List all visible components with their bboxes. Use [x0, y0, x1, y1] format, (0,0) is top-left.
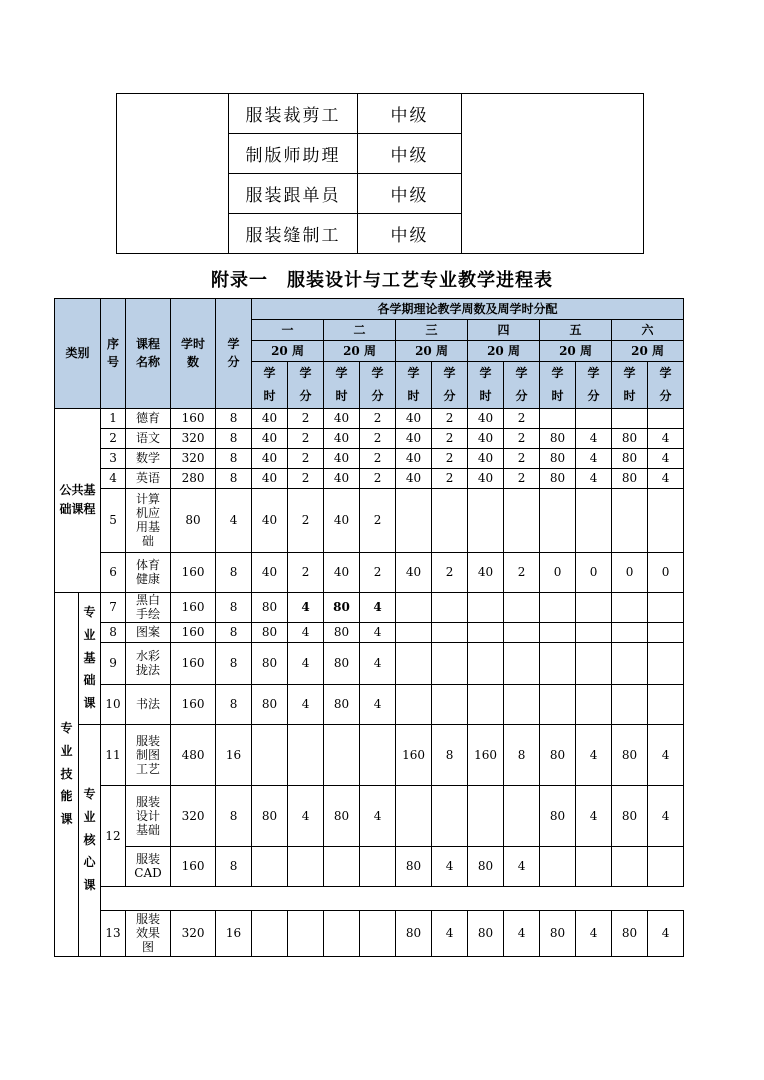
- semester-hours: 40: [324, 468, 360, 488]
- weeks-label: 20 周: [252, 341, 324, 362]
- semester-hours: [252, 724, 288, 785]
- job-title: 服装缝制工: [229, 214, 358, 254]
- semester-credits: 8: [432, 724, 468, 785]
- semester-credits: 4: [504, 910, 540, 956]
- table-row: [55, 846, 684, 886]
- semester-credits: [288, 846, 324, 886]
- course-credits: 8: [216, 684, 252, 724]
- semester-credits: 8: [504, 724, 540, 785]
- job-level: 中级: [358, 94, 462, 134]
- table-row: [55, 684, 684, 724]
- course-seq: 8: [101, 622, 126, 642]
- semester-credits: [504, 592, 540, 622]
- semester-credits: 0: [648, 552, 684, 592]
- semester-credits: 2: [504, 468, 540, 488]
- table-row: [55, 592, 684, 622]
- semester-hours: 80: [612, 785, 648, 846]
- table-row: [55, 448, 684, 468]
- course-name: 体育健康: [126, 552, 171, 592]
- semester-credits: 2: [360, 408, 396, 428]
- course-credits: 8: [216, 468, 252, 488]
- course-seq: 1: [101, 408, 126, 428]
- semester-credits: 2: [432, 448, 468, 468]
- weeks-label: 20 周: [612, 341, 684, 362]
- semester-credits: [576, 684, 612, 724]
- semester-hours: 40: [468, 468, 504, 488]
- course-seq: 12: [101, 785, 126, 886]
- semester-hours: 80: [468, 910, 504, 956]
- semester-hours: [612, 592, 648, 622]
- sub-hour: 学时: [468, 362, 504, 409]
- course-hours: 160: [171, 592, 216, 622]
- semester-credits: [648, 846, 684, 886]
- semester-credits: [648, 488, 684, 552]
- semester-hours: [540, 488, 576, 552]
- semester-credits: 4: [360, 785, 396, 846]
- course-credits: 8: [216, 785, 252, 846]
- course-credits: 16: [216, 724, 252, 785]
- semester-hours: [540, 592, 576, 622]
- semester-hours: [612, 622, 648, 642]
- sub-credit: 学分: [432, 362, 468, 409]
- semester-credits: 4: [648, 785, 684, 846]
- job-title: 服装跟单员: [229, 174, 358, 214]
- semester-hours: [540, 684, 576, 724]
- course-name: 语文: [126, 428, 171, 448]
- semester-hours: 40: [468, 448, 504, 468]
- semester-hours: 80: [612, 468, 648, 488]
- semester-credits: 4: [288, 785, 324, 846]
- course-hours: 160: [171, 622, 216, 642]
- semester-credits: [576, 408, 612, 428]
- semester-hours: 40: [252, 468, 288, 488]
- semester-hours: [252, 910, 288, 956]
- semester-credits: [576, 622, 612, 642]
- semester-hours: [396, 785, 432, 846]
- semester-credits: [648, 622, 684, 642]
- semester-hours: [468, 622, 504, 642]
- semester-hours: [324, 910, 360, 956]
- sub-hour: 学时: [396, 362, 432, 409]
- course-credits: 8: [216, 428, 252, 448]
- semester-hours: [612, 642, 648, 684]
- semester-hours: 80: [252, 592, 288, 622]
- course-credits: 16: [216, 910, 252, 956]
- job-level: 中级: [358, 134, 462, 174]
- semester-hours: 80: [612, 428, 648, 448]
- course-hours: 160: [171, 684, 216, 724]
- semester-credits: [504, 684, 540, 724]
- course-name: 服装效果图: [126, 910, 171, 956]
- semester-credits: [648, 642, 684, 684]
- semester-hours: 40: [468, 408, 504, 428]
- semester-hours: 40: [396, 448, 432, 468]
- course-name: 黑白手绘: [126, 592, 171, 622]
- semester-hours: 40: [252, 408, 288, 428]
- table-row: [55, 488, 684, 552]
- semester-credits: [432, 684, 468, 724]
- semester-hours: [540, 846, 576, 886]
- semester-label: 三: [396, 320, 468, 341]
- table-row: [55, 408, 684, 428]
- semester-hours: 40: [324, 448, 360, 468]
- semester-credits: 4: [576, 448, 612, 468]
- semester-hours: 0: [540, 552, 576, 592]
- course-hours: 320: [171, 448, 216, 468]
- course-hours: 320: [171, 785, 216, 846]
- semester-hours: [468, 488, 504, 552]
- semester-credits: 4: [576, 785, 612, 846]
- semester-credits: 2: [504, 552, 540, 592]
- semester-credits: 4: [576, 468, 612, 488]
- semester-hours: [612, 684, 648, 724]
- table-row: [55, 724, 684, 785]
- semester-hours: 80: [252, 622, 288, 642]
- semester-credits: 4: [360, 592, 396, 622]
- semester-hours: 80: [324, 684, 360, 724]
- semester-credits: 2: [288, 448, 324, 468]
- semester-hours: 80: [252, 642, 288, 684]
- semester-credits: 2: [288, 488, 324, 552]
- semester-hours: [396, 684, 432, 724]
- semester-credits: [648, 684, 684, 724]
- semester-hours: 160: [468, 724, 504, 785]
- table-row: [55, 785, 684, 846]
- header-course-name: 课程名称: [126, 299, 171, 409]
- course-hours: 160: [171, 642, 216, 684]
- weeks-label: 20 周: [396, 341, 468, 362]
- semester-hours: 40: [252, 488, 288, 552]
- course-hours: 160: [171, 552, 216, 592]
- course-name: 服装制图工艺: [126, 724, 171, 785]
- header-hours: 学时数: [171, 299, 216, 409]
- semester-hours: 80: [612, 724, 648, 785]
- course-name: 英语: [126, 468, 171, 488]
- job-level: 中级: [358, 174, 462, 214]
- semester-credits: [288, 910, 324, 956]
- semester-hours: [540, 408, 576, 428]
- sub-hour: 学时: [612, 362, 648, 409]
- sub-credit: 学分: [360, 362, 396, 409]
- semester-hours: 40: [396, 552, 432, 592]
- semester-label: 六: [612, 320, 684, 341]
- table-row: [55, 428, 684, 448]
- semester-credits: 4: [648, 428, 684, 448]
- semester-hours: [612, 846, 648, 886]
- semester-credits: 4: [360, 684, 396, 724]
- semester-hours: 80: [324, 785, 360, 846]
- semester-hours: 80: [612, 910, 648, 956]
- semester-credits: [432, 488, 468, 552]
- semester-credits: 2: [432, 552, 468, 592]
- semester-credits: [648, 408, 684, 428]
- schedule-table: [54, 298, 684, 957]
- table-row: [55, 552, 684, 592]
- semester-credits: [576, 592, 612, 622]
- course-name: 计算机应用基础: [126, 488, 171, 552]
- semester-hours: 0: [612, 552, 648, 592]
- course-seq: 9: [101, 642, 126, 684]
- semester-credits: 2: [504, 448, 540, 468]
- course-credits: 8: [216, 592, 252, 622]
- semester-hours: 80: [540, 428, 576, 448]
- course-credits: 8: [216, 408, 252, 428]
- table-row: [55, 642, 684, 684]
- course-name: 服装设计基础: [126, 785, 171, 846]
- course-name: 数学: [126, 448, 171, 468]
- semester-hours: 40: [468, 428, 504, 448]
- semester-credits: 2: [360, 448, 396, 468]
- semester-credits: 4: [648, 468, 684, 488]
- semester-hours: 40: [252, 552, 288, 592]
- blank-cell: [462, 94, 644, 254]
- semester-hours: [540, 642, 576, 684]
- semester-credits: 4: [288, 642, 324, 684]
- semester-hours: 80: [468, 846, 504, 886]
- sub-hour: 学时: [324, 362, 360, 409]
- job-title: 服装裁剪工: [229, 94, 358, 134]
- semester-credits: 2: [360, 488, 396, 552]
- semester-credits: [432, 592, 468, 622]
- semester-credits: [504, 785, 540, 846]
- semester-hours: 80: [540, 785, 576, 846]
- semester-hours: 80: [252, 684, 288, 724]
- header-row: [55, 299, 684, 320]
- table-row: [55, 468, 684, 488]
- semester-label: 二: [324, 320, 396, 341]
- group-prof-core: 专业核心课: [79, 724, 101, 956]
- semester-hours: 40: [468, 552, 504, 592]
- header-seq: 序号: [101, 299, 126, 409]
- course-credits: 8: [216, 846, 252, 886]
- semester-label: 一: [252, 320, 324, 341]
- semester-hours: [396, 622, 432, 642]
- table-row: [55, 622, 684, 642]
- semester-credits: 2: [360, 552, 396, 592]
- semester-hours: 40: [324, 428, 360, 448]
- semester-credits: 4: [576, 724, 612, 785]
- semester-hours: [324, 724, 360, 785]
- semester-credits: [504, 488, 540, 552]
- semester-credits: [432, 642, 468, 684]
- semester-hours: [468, 642, 504, 684]
- course-credits: 4: [216, 488, 252, 552]
- semester-hours: [252, 846, 288, 886]
- header-credits: 学分: [216, 299, 252, 409]
- semester-credits: 2: [288, 552, 324, 592]
- semester-hours: 40: [252, 448, 288, 468]
- semester-credits: 2: [288, 468, 324, 488]
- semester-hours: 80: [612, 448, 648, 468]
- semester-hours: 80: [324, 622, 360, 642]
- course-hours: 160: [171, 408, 216, 428]
- course-name: 服装CAD: [126, 846, 171, 886]
- semester-credits: 4: [360, 642, 396, 684]
- semester-hours: [396, 642, 432, 684]
- semester-credits: [288, 724, 324, 785]
- semester-hours: [396, 488, 432, 552]
- group-professional: 专业技能课: [55, 592, 79, 956]
- group-prof-basic: 专业基础课: [79, 592, 101, 724]
- semester-hours: 40: [324, 488, 360, 552]
- course-hours: 320: [171, 428, 216, 448]
- semester-credits: 4: [648, 724, 684, 785]
- semester-credits: [576, 488, 612, 552]
- course-name: 图案: [126, 622, 171, 642]
- semester-credits: 4: [288, 592, 324, 622]
- semester-credits: [576, 846, 612, 886]
- semester-credits: [360, 846, 396, 886]
- course-credits: 8: [216, 552, 252, 592]
- course-hours: 280: [171, 468, 216, 488]
- page-title: 附录一 服装设计与工艺专业教学进程表: [211, 270, 553, 291]
- course-hours: 160: [171, 846, 216, 886]
- semester-hours: 40: [396, 468, 432, 488]
- course-name: 水彩拢法: [126, 642, 171, 684]
- semester-credits: 4: [504, 846, 540, 886]
- semester-hours: 40: [324, 408, 360, 428]
- course-credits: 8: [216, 622, 252, 642]
- semester-hours: 80: [324, 592, 360, 622]
- header-category: 类别: [55, 299, 101, 409]
- table-row: [117, 94, 644, 134]
- semester-credits: [360, 910, 396, 956]
- sub-hour: 学时: [252, 362, 288, 409]
- table-row: [55, 910, 684, 956]
- course-name: 德育: [126, 408, 171, 428]
- semester-hours: 80: [540, 468, 576, 488]
- semester-credits: [432, 785, 468, 846]
- semester-credits: 4: [432, 910, 468, 956]
- spacer-row: [55, 886, 684, 910]
- course-seq: 4: [101, 468, 126, 488]
- semester-credits: 2: [432, 408, 468, 428]
- course-seq: 5: [101, 488, 126, 552]
- course-credits: 8: [216, 448, 252, 468]
- semester-credits: [360, 724, 396, 785]
- semester-credits: [432, 622, 468, 642]
- sub-hour: 学时: [540, 362, 576, 409]
- semester-credits: 2: [504, 408, 540, 428]
- semester-credits: 2: [360, 428, 396, 448]
- semester-credits: 2: [288, 408, 324, 428]
- semester-credits: 4: [576, 910, 612, 956]
- spacer-cell: [101, 886, 648, 910]
- semester-hours: 80: [396, 910, 432, 956]
- semester-hours: 80: [252, 785, 288, 846]
- semester-hours: [396, 592, 432, 622]
- semester-hours: 80: [324, 642, 360, 684]
- semester-credits: 2: [432, 428, 468, 448]
- sub-credit: 学分: [648, 362, 684, 409]
- semester-hours: 40: [324, 552, 360, 592]
- course-credits: 8: [216, 642, 252, 684]
- semester-credits: 4: [288, 622, 324, 642]
- semester-label: 四: [468, 320, 540, 341]
- semester-hours: [324, 846, 360, 886]
- course-hours: 320: [171, 910, 216, 956]
- semester-hours: 80: [540, 448, 576, 468]
- course-seq: 10: [101, 684, 126, 724]
- semester-credits: [576, 642, 612, 684]
- semester-credits: 2: [504, 428, 540, 448]
- semester-hours: [468, 592, 504, 622]
- semester-hours: 40: [396, 408, 432, 428]
- semester-credits: 2: [288, 428, 324, 448]
- course-seq: 13: [101, 910, 126, 956]
- semester-credits: 4: [648, 448, 684, 468]
- semester-label: 五: [540, 320, 612, 341]
- semester-hours: 80: [540, 910, 576, 956]
- semester-credits: 4: [360, 622, 396, 642]
- semester-hours: [540, 622, 576, 642]
- course-name: 书法: [126, 684, 171, 724]
- semester-hours: 80: [396, 846, 432, 886]
- certificate-table: [116, 93, 644, 254]
- semester-hours: 40: [252, 428, 288, 448]
- semester-credits: 4: [432, 846, 468, 886]
- semester-credits: 4: [288, 684, 324, 724]
- group-public: 公共基础课程: [55, 408, 101, 592]
- semester-hours: [612, 408, 648, 428]
- sub-credit: 学分: [576, 362, 612, 409]
- job-title: 制版师助理: [229, 134, 358, 174]
- weeks-label: 20 周: [324, 341, 396, 362]
- course-hours: 480: [171, 724, 216, 785]
- semester-credits: 2: [360, 468, 396, 488]
- semester-credits: 4: [648, 910, 684, 956]
- sub-credit: 学分: [504, 362, 540, 409]
- semester-credits: 4: [576, 428, 612, 448]
- semester-hours: 80: [540, 724, 576, 785]
- semester-hours: 160: [396, 724, 432, 785]
- semester-credits: [504, 642, 540, 684]
- semester-hours: [468, 785, 504, 846]
- course-seq: 2: [101, 428, 126, 448]
- weeks-label: 20 周: [468, 341, 540, 362]
- course-seq: 11: [101, 724, 126, 785]
- course-seq: 6: [101, 552, 126, 592]
- semester-credits: [648, 592, 684, 622]
- course-seq: 7: [101, 592, 126, 622]
- semester-hours: [468, 684, 504, 724]
- course-seq: 3: [101, 448, 126, 468]
- weeks-label: 20 周: [540, 341, 612, 362]
- header-distribution: 各学期理论教学周数及周学时分配: [252, 299, 684, 320]
- semester-hours: [612, 488, 648, 552]
- semester-credits: 0: [576, 552, 612, 592]
- sub-credit: 学分: [288, 362, 324, 409]
- course-hours: 80: [171, 488, 216, 552]
- semester-credits: [504, 622, 540, 642]
- semester-credits: 2: [432, 468, 468, 488]
- blank-cell: [117, 94, 229, 254]
- job-level: 中级: [358, 214, 462, 254]
- semester-hours: 40: [396, 428, 432, 448]
